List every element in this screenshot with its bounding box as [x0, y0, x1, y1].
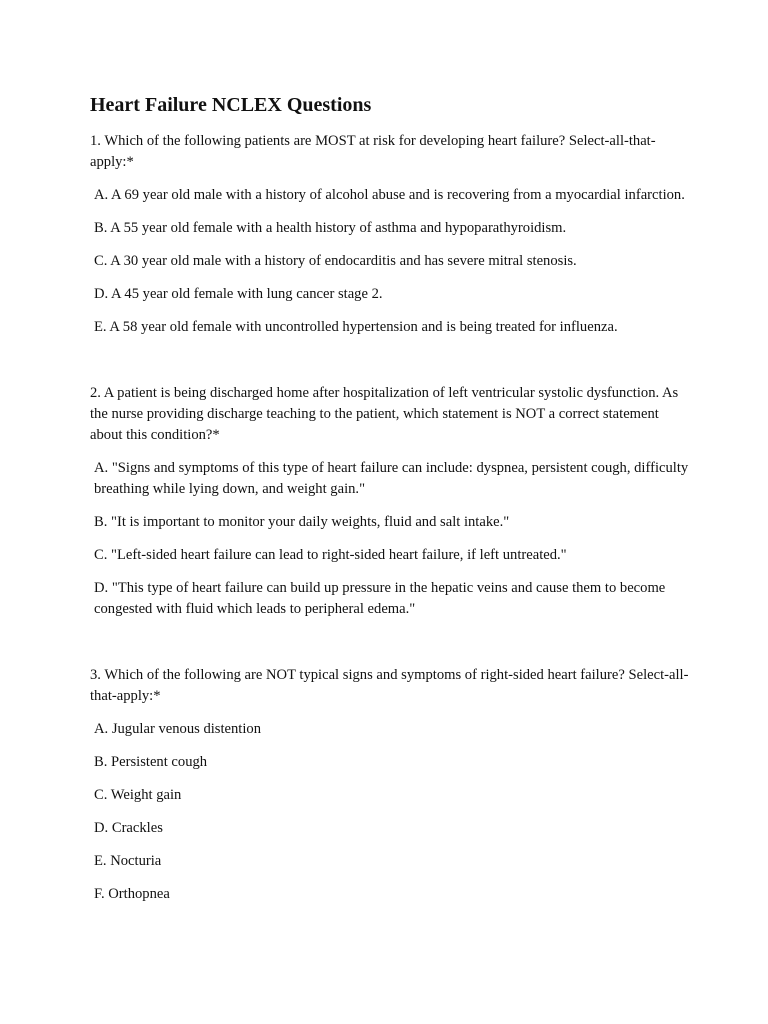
- answer-option: D. Crackles: [94, 820, 163, 836]
- answer-option: F. Orthopnea: [94, 886, 170, 902]
- answer-option: A. Jugular venous distention: [94, 721, 262, 737]
- question-1: [90, 131, 690, 338]
- answer-option: B. Persistent cough: [94, 754, 208, 770]
- answer-option: B. "It is important to monitor your daily weights, fluid and salt intake.": [94, 514, 510, 530]
- question-3: [90, 665, 690, 905]
- answer-option: E. Nocturia: [94, 853, 162, 869]
- question-2: [90, 383, 690, 620]
- document-title: Heart Failure NCLEX Questions: [90, 94, 372, 116]
- answer-option: A. "Signs and symptoms of this type of heart failure can include: dyspnea, persistent cough, difficulty breathing while lying down, and weight gain.": [94, 460, 689, 497]
- answer-option: D. "This type of heart failure can build up pressure in the hepatic veins and cause them to become congested with fluid which leads to peripheral edema.": [94, 580, 666, 617]
- question-spacer: [90, 632, 690, 665]
- answer-option: E. A 58 year old female with uncontrolled hypertension and is being treated for influenza.: [94, 319, 618, 335]
- document-page: [90, 91, 690, 917]
- answer-option: C. Weight gain: [94, 787, 182, 803]
- answer-option: B. A 55 year old female with a health history of asthma and hypoparathyroidism.: [94, 220, 567, 236]
- answer-option: C. A 30 year old male with a history of endocarditis and has severe mitral stenosis.: [94, 253, 577, 269]
- answer-option: A. A 69 year old male with a history of alcohol abuse and is recovering from a myocardial infarction.: [94, 187, 685, 203]
- question-stem: 1. Which of the following patients are MOST at risk for developing heart failure? Select-all-that-apply:*: [90, 133, 656, 170]
- question-spacer: [90, 350, 690, 383]
- question-stem: 2. A patient is being discharged home after hospitalization of left ventricular systolic dysfunction. As the nurse providing discharge teaching to the patient, which statement is NOT a correct statement about this condition?*: [90, 385, 679, 443]
- answer-option: C. "Left-sided heart failure can lead to right-sided heart failure, if left untreated.": [94, 547, 567, 563]
- question-stem: 3. Which of the following are NOT typical signs and symptoms of right-sided heart failure? Select-all-that-apply:*: [90, 667, 689, 704]
- answer-option: D. A 45 year old female with lung cancer stage 2.: [94, 286, 383, 302]
